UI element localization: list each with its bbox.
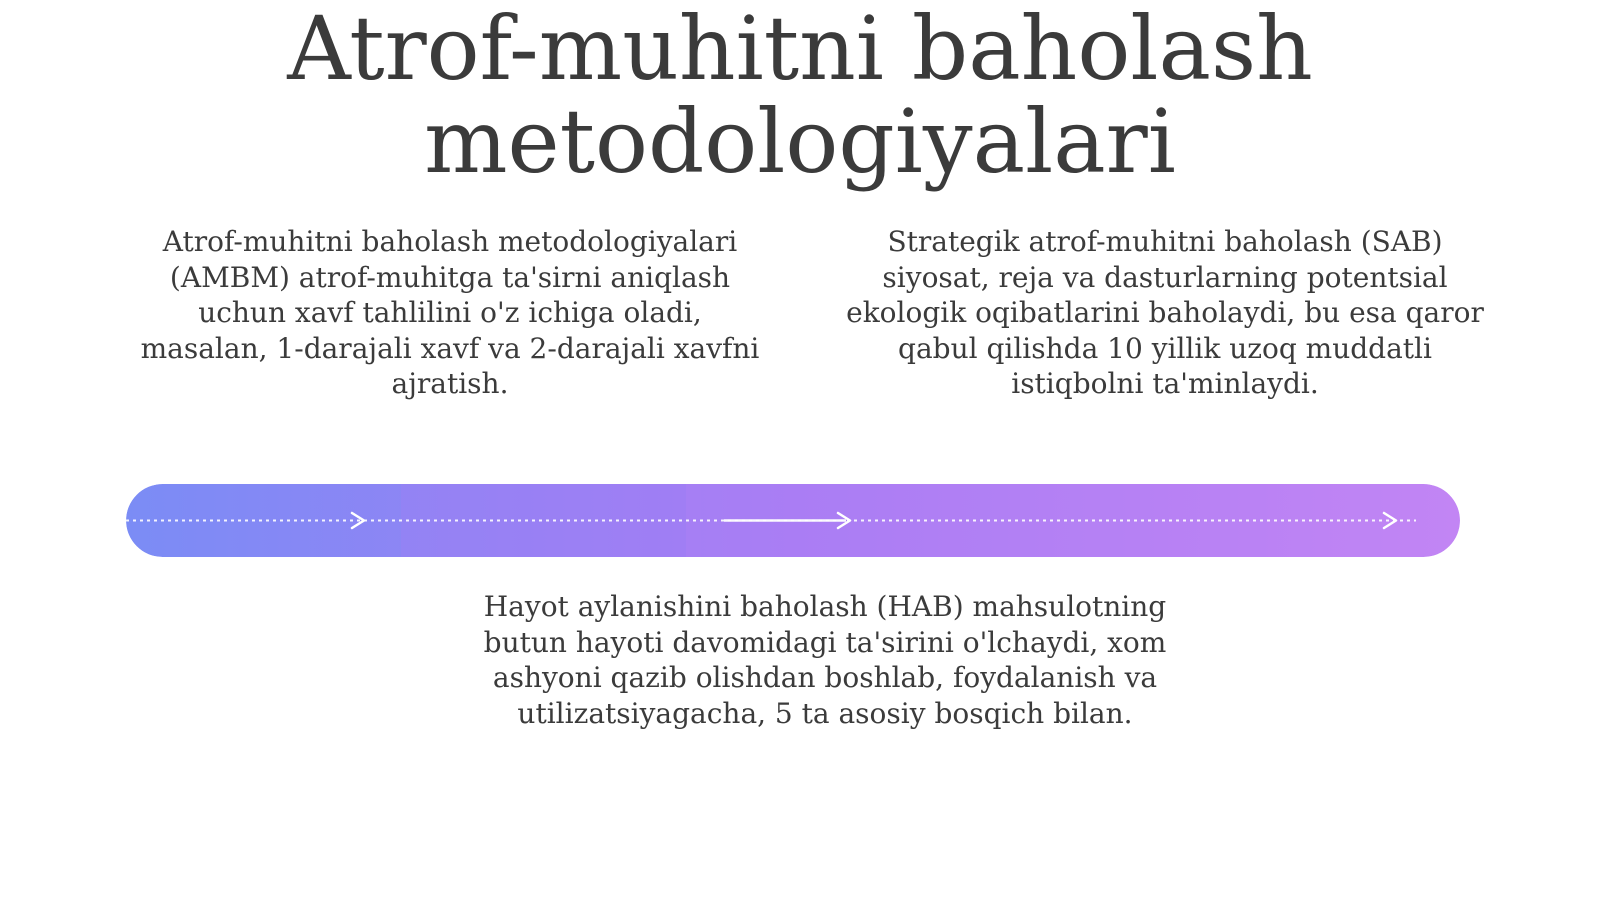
description-ambm: Atrof-muhitni baholash metodologiyalari (AMBM) atrof-muhitga ta'sirni aniqlash uchun xavf tahlilini o'z ichiga oladi, masalan, 1-darajali xavf va 2-darajali xavfni ajratish.	[140, 225, 760, 400]
page-title	[0, 0, 1600, 193]
timeline-segment-2	[401, 484, 701, 557]
title-line-2: metodologiyalari	[424, 90, 1176, 193]
description-hab: Hayot aylanishini baholash (HAB) mahsulotning butun hayoti davomidagi ta'sirini o'lchaydi, xom ashyoni qazib olishdan boshlab, foydalanish va utilizatsiyagacha, 5 ta asosiy bosqich bilan.	[483, 590, 1167, 730]
description-sab: Strategik atrof-muhitni baholash (SAB) siyosat, reja va dasturlarning potentsial ekologik oqibatlarini baholaydi, bu esa qaror qabul qilishda 10 yillik uzoq muddatli istiqbolni ta'minlaydi.	[846, 225, 1484, 400]
timeline-graphic	[126, 484, 1460, 557]
title-line-1: Atrof-muhitni baholash	[287, 0, 1313, 100]
timeline-bar	[126, 484, 1460, 557]
